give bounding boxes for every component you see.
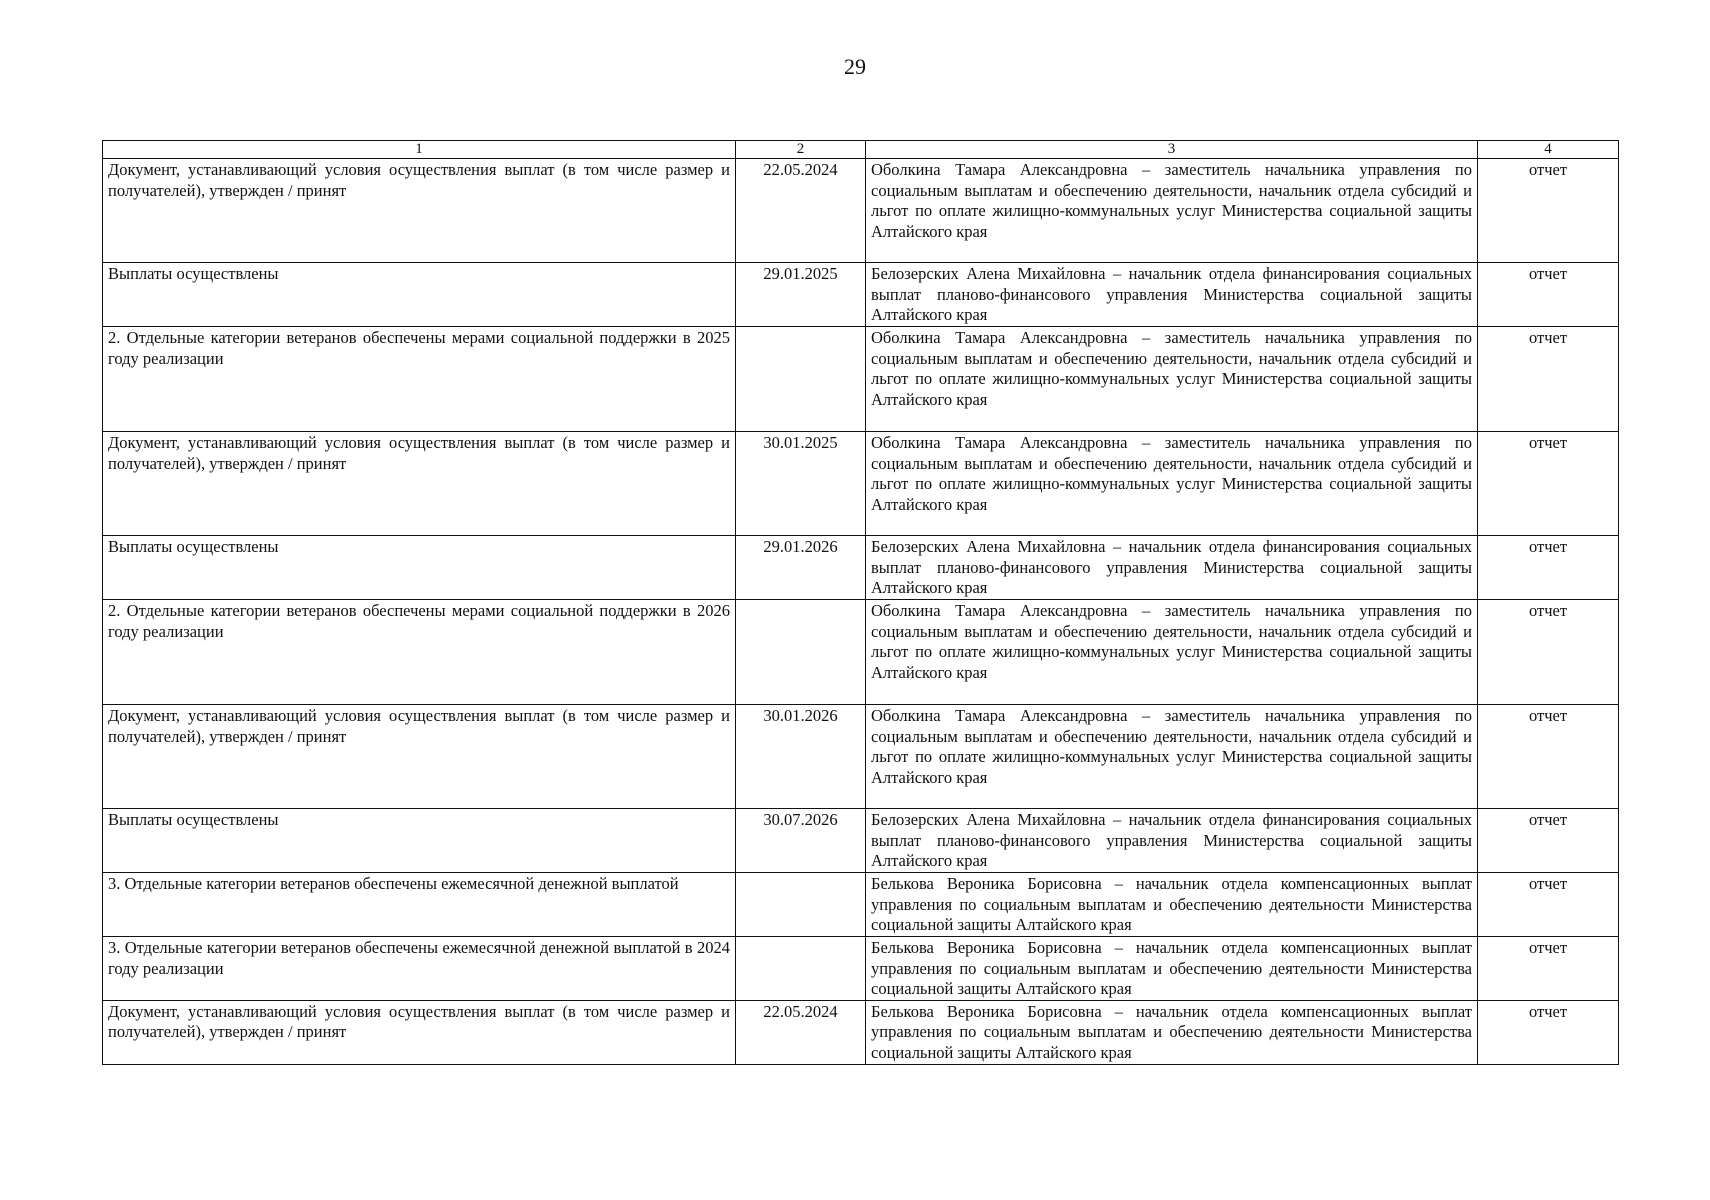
responsible-cell: Белькова Вероника Борисовна – начальник отдела компенсационных выплат управления по социальным выплатам и обеспечению деятельности Министерства социальной защиты Алтайского края: [866, 873, 1478, 937]
date-cell: 22.05.2024: [736, 1000, 866, 1064]
result-cell: Документ, устанавливающий условия осуществления выплат (в том числе размер и получателей), утвержден / принят: [103, 705, 736, 809]
responsible-cell: Оболкина Тамара Александровна – заместитель начальника управления по социальным выплатам и обеспечению деятельности, начальник отдела субсидий и льгот по оплате жилищно-коммунальных услуг Министерства социальной защиты Алтайского края: [866, 327, 1478, 432]
date-cell: 22.05.2024: [736, 159, 866, 263]
document-type-cell: отчет: [1478, 536, 1619, 600]
document-type-cell: отчет: [1478, 873, 1619, 937]
responsible-cell: Белозерских Алена Михайловна – начальник отдела финансирования социальных выплат планово-финансового управления Министерства социальной защиты Алтайского края: [866, 809, 1478, 873]
column-header-4: 4: [1478, 141, 1619, 159]
table-row: [103, 536, 1619, 600]
result-cell: 2. Отдельные категории ветеранов обеспечены мерами социальной поддержки в 2025 году реализации: [103, 327, 736, 432]
responsible-cell: Оболкина Тамара Александровна – заместитель начальника управления по социальным выплатам и обеспечению деятельности, начальник отдела субсидий и льгот по оплате жилищно-коммунальных услуг Министерства социальной защиты Алтайского края: [866, 600, 1478, 705]
document-type-cell: отчет: [1478, 809, 1619, 873]
result-cell: Выплаты осуществлены: [103, 809, 736, 873]
table-row: [103, 809, 1619, 873]
document-type-cell: отчет: [1478, 705, 1619, 809]
result-cell: Выплаты осуществлены: [103, 536, 736, 600]
table-row: [103, 600, 1619, 705]
document-type-cell: отчет: [1478, 263, 1619, 327]
table-row: [103, 705, 1619, 809]
date-cell: 30.07.2026: [736, 809, 866, 873]
document-table: [102, 140, 1619, 1065]
table-row: [103, 263, 1619, 327]
date-cell: [736, 600, 866, 705]
page-number: 29: [844, 54, 866, 79]
document-type-cell: отчет: [1478, 1000, 1619, 1064]
date-cell: 30.01.2025: [736, 432, 866, 536]
document-type-cell: отчет: [1478, 159, 1619, 263]
document-type-cell: отчет: [1478, 432, 1619, 536]
responsible-cell: Белькова Вероника Борисовна – начальник отдела компенсационных выплат управления по социальным выплатам и обеспечению деятельности Министерства социальной защиты Алтайского края: [866, 1000, 1478, 1064]
document-type-cell: отчет: [1478, 600, 1619, 705]
table-row: [103, 159, 1619, 263]
date-cell: [736, 873, 866, 937]
column-header-1: 1: [103, 141, 736, 159]
table-header-row: [103, 141, 1619, 159]
responsible-cell: Белькова Вероника Борисовна – начальник отдела компенсационных выплат управления по социальным выплатам и обеспечению деятельности Министерства социальной защиты Алтайского края: [866, 937, 1478, 1001]
responsible-cell: Оболкина Тамара Александровна – заместитель начальника управления по социальным выплатам и обеспечению деятельности, начальник отдела субсидий и льгот по оплате жилищно-коммунальных услуг Министерства социальной защиты Алтайского края: [866, 432, 1478, 536]
table-row: [103, 1000, 1619, 1064]
responsible-cell: Белозерских Алена Михайловна – начальник отдела финансирования социальных выплат планово-финансового управления Министерства социальной защиты Алтайского края: [866, 536, 1478, 600]
date-cell: [736, 327, 866, 432]
responsible-cell: Белозерских Алена Михайловна – начальник отдела финансирования социальных выплат планово-финансового управления Министерства социальной защиты Алтайского края: [866, 263, 1478, 327]
column-header-2: 2: [736, 141, 866, 159]
document-type-cell: отчет: [1478, 327, 1619, 432]
responsible-cell: Оболкина Тамара Александровна – заместитель начальника управления по социальным выплатам и обеспечению деятельности, начальник отдела субсидий и льгот по оплате жилищно-коммунальных услуг Министерства социальной защиты Алтайского края: [866, 705, 1478, 809]
table-row: [103, 432, 1619, 536]
date-cell: 30.01.2026: [736, 705, 866, 809]
column-header-3: 3: [866, 141, 1478, 159]
result-cell: Документ, устанавливающий условия осуществления выплат (в том числе размер и получателей), утвержден / принят: [103, 159, 736, 263]
result-cell: 3. Отдельные категории ветеранов обеспечены ежемесячной денежной выплатой в 2024 году реализации: [103, 937, 736, 1001]
result-cell: 3. Отдельные категории ветеранов обеспечены ежемесячной денежной выплатой: [103, 873, 736, 937]
date-cell: 29.01.2025: [736, 263, 866, 327]
date-cell: [736, 937, 866, 1001]
result-cell: Документ, устанавливающий условия осуществления выплат (в том числе размер и получателей), утвержден / принят: [103, 1000, 736, 1064]
responsible-cell: Оболкина Тамара Александровна – заместитель начальника управления по социальным выплатам и обеспечению деятельности, начальник отдела субсидий и льгот по оплате жилищно-коммунальных услуг Министерства социальной защиты Алтайского края: [866, 159, 1478, 263]
result-cell: Документ, устанавливающий условия осуществления выплат (в том числе размер и получателей), утвержден / принят: [103, 432, 736, 536]
table-row: [103, 327, 1619, 432]
result-cell: 2. Отдельные категории ветеранов обеспечены мерами социальной поддержки в 2026 году реализации: [103, 600, 736, 705]
table-row: [103, 873, 1619, 937]
date-cell: 29.01.2026: [736, 536, 866, 600]
table-row: [103, 937, 1619, 1001]
document-type-cell: отчет: [1478, 937, 1619, 1001]
result-cell: Выплаты осуществлены: [103, 263, 736, 327]
